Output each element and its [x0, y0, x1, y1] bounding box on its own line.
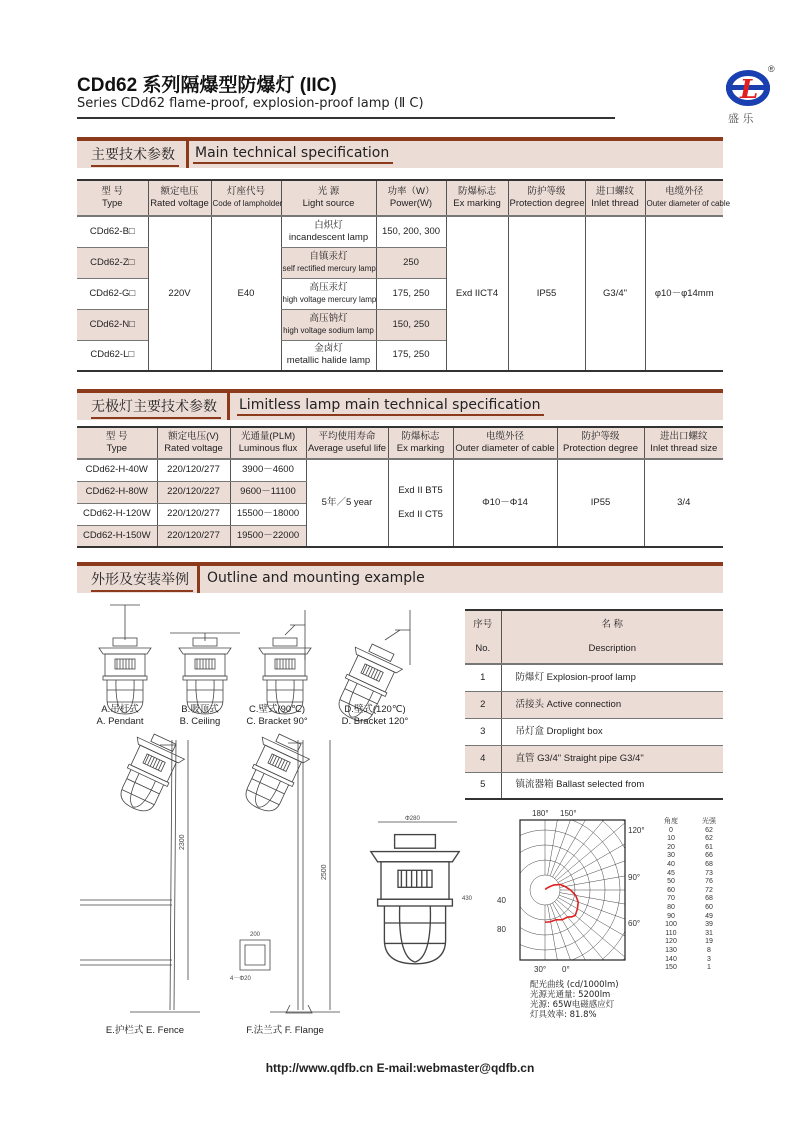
part-no: 4 [465, 745, 501, 772]
part-desc: 镇流器箱 Ballast selected from [501, 772, 723, 799]
column-header: 进出口螺纹 Inlet thread size [644, 427, 723, 459]
angle-label: 60° [628, 919, 641, 928]
angle-label: 90° [628, 873, 641, 882]
column-header: 防爆标志 Ex marking [388, 427, 453, 459]
protection-cell: IP55 [557, 459, 644, 547]
chart-note: 灯具效率: 81.8% [530, 1010, 597, 1020]
flux-cell: 19500－22000 [230, 525, 306, 547]
radius-label: 40 [497, 896, 506, 905]
parts-row [465, 772, 723, 799]
light-source-cell: 白炽灯 incandescent lamp [281, 216, 376, 247]
voltage-cell: 220/120/277 [157, 459, 230, 481]
chart-note: 光源光通量: 5200lm [530, 990, 611, 1000]
light-source-cell: 高压钠灯 high voltage sodium lamp [281, 309, 376, 340]
power-cell: 250 [376, 247, 446, 278]
limitless-spec-table [77, 426, 723, 548]
lampholder-cell: E40 [211, 216, 281, 371]
light-source-cell: 金卤灯 metallic halide lamp [281, 340, 376, 371]
angle-label: 180° [532, 809, 549, 818]
chart-note: 配光曲线 (cd/1000lm) [530, 980, 619, 990]
mounting-caption: C.壁式(90℃) C. Bracket 90° [246, 704, 308, 728]
intensity-row: 40 68 [667, 860, 713, 868]
logo-letter: L [740, 75, 759, 105]
column-header: 额定电压 Rated voltage [148, 180, 211, 216]
column-header: 电缆外径 Outer diameter of cable [645, 180, 723, 216]
power-cell: 150, 250 [376, 309, 446, 340]
flux-cell: 3900－4600 [230, 459, 306, 481]
section-divider [227, 393, 230, 420]
section-limitless-spec [77, 389, 723, 420]
flange-height-dim: 2500 [321, 864, 328, 880]
power-cell: 150, 200, 300 [376, 216, 446, 247]
voltage-cell: 220/120/227 [157, 481, 230, 503]
parts-row [465, 718, 723, 745]
logo-text: 盛 乐 [728, 112, 754, 125]
voltage-cell: 220/120/277 [157, 525, 230, 547]
footer-contact: http://www.qdfb.cn E-mail:webmaster@qdfb.cn [265, 1061, 535, 1075]
type-cell: CDd62-Z□ [77, 247, 148, 278]
parts-table [465, 609, 723, 800]
intensity-row: 100 39 [665, 921, 713, 929]
parts-header-desc: 名 称 Description [501, 610, 723, 664]
intensity-row: 70 68 [667, 895, 713, 903]
lamp-height-dim: 430 [462, 896, 473, 902]
flux-cell: 15500－18000 [230, 503, 306, 525]
main-spec-table [77, 179, 731, 372]
mounting-caption: A.吊杆式 A. Pendant [96, 704, 144, 728]
mounting-caption: D.壁式(120℃) D. Bracket 120° [341, 704, 409, 728]
light-source-cell: 自镇汞灯 self rectified mercury lamp [281, 247, 376, 278]
page-subtitle: Series CDd62 flame-proof, explosion-proof lamp (Ⅱ C) [77, 96, 424, 111]
type-cell: CDd62-H-150W [77, 525, 157, 547]
type-cell: CDd62-B□ [77, 216, 148, 247]
table-row [77, 459, 723, 481]
section-title-cn: 主要技术参数 [91, 144, 179, 167]
intensity-row: 150 1 [665, 964, 711, 972]
angle-label: 150° [560, 809, 577, 818]
column-header: 平均使用寿命 Average useful life [306, 427, 388, 459]
cable-cell: Φ10－Φ14 [453, 459, 557, 547]
thread-cell: 3/4 [644, 459, 723, 547]
intensity-row: 20 61 [667, 843, 713, 851]
light-distribution-chart [495, 808, 645, 978]
section-title-en: Main technical specification [193, 145, 393, 164]
column-header: 型 号 Type [77, 427, 157, 459]
part-desc: 直管 G3/4" Straight pipe G3/4" [501, 745, 723, 772]
mounting-caption: E.护栏式 E. Fence [105, 1025, 185, 1036]
cable-cell: φ10－φ14mm [645, 216, 723, 371]
power-cell: 175, 250 [376, 340, 446, 371]
radius-label: 80 [497, 925, 506, 934]
section-title-cn: 外形及安装举例 [91, 569, 193, 592]
mounting-drawings [60, 600, 473, 1040]
part-desc: 活接头 Active connection [501, 691, 723, 718]
section-title-cn: 无极灯主要技术参数 [91, 396, 221, 419]
intensity-row: 140 3 [665, 955, 711, 963]
ex_marking-cell: Exd IICT4 [446, 216, 508, 371]
intensity-row: 110 31 [665, 929, 713, 937]
voltage-cell: 220V [148, 216, 211, 371]
mounting-caption: B.吸顶式 B. Ceiling [179, 704, 221, 728]
part-no: 1 [465, 664, 501, 691]
life-cell: 5年／5 year [306, 459, 388, 547]
chart-notes [530, 980, 619, 1020]
column-header: 灯座代号 Code of lampholder [211, 180, 281, 216]
type-cell: CDd62-N□ [77, 309, 148, 340]
column-header: 防护等级 Protection degree [557, 427, 644, 459]
parts-row [465, 664, 723, 691]
intensity-row: 90 49 [667, 912, 713, 920]
intensity-row: 0 62 [669, 826, 713, 834]
column-header: 功率（W） Power(W) [376, 180, 446, 216]
intensity-row: 130 8 [665, 946, 711, 954]
intensity-row: 60 72 [667, 886, 713, 894]
page-title: CDd62 系列隔爆型防爆灯 (IIC) [77, 75, 337, 96]
part-no: 5 [465, 772, 501, 799]
intensity-row: 10 62 [667, 835, 713, 843]
angle-label: 0° [562, 965, 570, 974]
column-header: 光 源 Light source [281, 180, 376, 216]
lamp-diameter-dim: Φ280 [405, 816, 420, 822]
angle-label: 30° [534, 965, 547, 974]
ex-marking-cell: Exd II BT5 Exd II CT5 [388, 459, 453, 547]
chart-note: 光源: 65W电磁感应灯 [530, 1000, 615, 1010]
type-cell: CDd62-G□ [77, 278, 148, 309]
svg-text:®: ® [768, 64, 775, 74]
parts-row [465, 691, 723, 718]
flange-holes-dim: 4－Φ20 [230, 976, 251, 982]
section-outline [77, 562, 723, 593]
section-main-spec [77, 137, 723, 168]
section-title-en: Limitless lamp main technical specification [237, 397, 544, 416]
column-header: 防护等级 Protection degree [508, 180, 585, 216]
flux-cell: 9600－11100 [230, 481, 306, 503]
section-title-en: Outline and mounting example [207, 570, 425, 586]
intensity-row: 45 73 [667, 869, 713, 877]
inlet_thread-cell: G3/4" [585, 216, 645, 371]
part-no: 2 [465, 691, 501, 718]
column-header: 光通量(PLM) Luminous flux [230, 427, 306, 459]
flange-outer-dim: 200 [250, 932, 261, 938]
light-source-cell: 高压汞灯 high voltage mercury lamp [281, 278, 376, 309]
part-desc: 吊灯盒 Droplight box [501, 718, 723, 745]
column-header: 电缆外径 Outer diameter of cable [453, 427, 557, 459]
type-cell: CDd62-H-40W [77, 459, 157, 481]
section-divider [197, 566, 200, 593]
intensity-row: 120 19 [665, 938, 713, 946]
column-header: 进口螺纹 Inlet thread [585, 180, 645, 216]
column-header: 防爆标志 Ex marking [446, 180, 508, 216]
part-desc: 防爆灯 Explosion-proof lamp [501, 664, 723, 691]
brand-logo [718, 60, 788, 130]
title-divider [77, 117, 615, 119]
type-cell: CDd62-L□ [77, 340, 148, 371]
column-header: 型 号 Type [77, 180, 148, 216]
mounting-caption: F.法兰式 F. Flange [246, 1025, 324, 1036]
intensity-row: 80 60 [667, 903, 713, 911]
voltage-cell: 220/120/277 [157, 503, 230, 525]
power-cell: 175, 250 [376, 278, 446, 309]
protection-cell: IP55 [508, 216, 585, 371]
type-cell: CDd62-H-120W [77, 503, 157, 525]
fence-height-dim: 2300 [179, 834, 186, 850]
intensity-row: 50 76 [667, 878, 713, 886]
type-cell: CDd62-H-80W [77, 481, 157, 503]
angle-label: 120° [628, 826, 645, 835]
parts-row [465, 745, 723, 772]
table-row [77, 216, 723, 247]
section-divider [186, 141, 189, 168]
parts-header-no: 序号 No. [465, 610, 501, 664]
intensity-table: 角度 光强 0 62 10 62 20 61 30 66 40 68 45 73 50 76 60 72 70 68 80 60 90 49 100 39 110 31 120 19 130 8 140 3 150 1 [652, 818, 728, 973]
part-no: 3 [465, 718, 501, 745]
column-header: 额定电压(V) Rated voltage [157, 427, 230, 459]
intensity-row: 30 66 [667, 852, 713, 860]
